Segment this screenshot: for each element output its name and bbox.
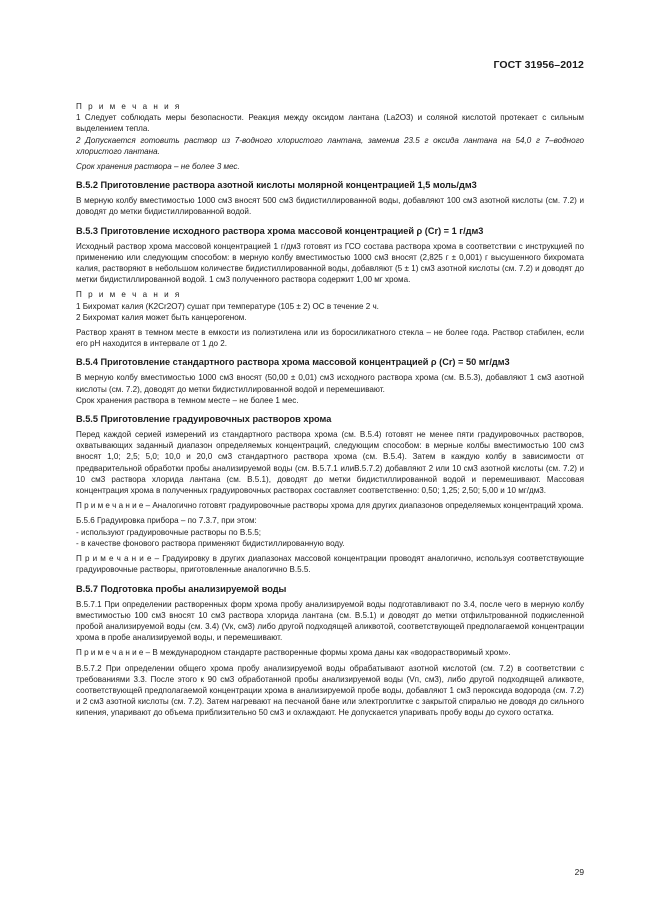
list-item: - в качестве фонового раствора применяют бидистиллированную воду. xyxy=(76,538,345,548)
notes-title: П р и м е ч а н и я xyxy=(76,102,182,111)
page-number: 29 xyxy=(574,867,584,877)
section-heading: В.5.3 Приготовление исходного раствора хрома массовой концентрацией ρ (Cr) = 1 г/дм3 xyxy=(76,225,484,236)
note-paragraph: 1 Бихромат калия (K2Cr2O7) сушат при температуре (105 ± 2) ОС в течение 2 ч. xyxy=(76,301,379,311)
body-paragraph: Б.5.6 Градуировка прибора – по 7.3.7, при этом: xyxy=(76,516,257,526)
body-paragraph: Раствор хранят в темном месте в емкости из полиэтилена или из боросиликатного стекла – не более года. Раствор стабилен, если его pH находится в интервале от 1 до 2. xyxy=(76,328,584,349)
body-paragraph: Исходный раствор хрома массовой концентрацией 1 г/дм3 готовят из ГСО состава раствора хрома в соответствии с инструкцией по применению или следующим способом: в мерную колбу вместимостью 1000 см3 вносят (2,825 г ± 0,001) г высушенного бихромата калия, растворяют в небольшом количестве бидистиллированной воды, добавляют (5 ± 1) см3 азотной кислоты (см. 7.2) и доводят до метки бидистиллированной водой. 1 см3 полученного раствора содержит 1,00 мг хрома. xyxy=(76,241,584,285)
note-paragraph: 1 Следует соблюдать меры безопасности. Реакция между оксидом лантана (La2O3) и соляной кислотой протекает с сильным выделением тепла. xyxy=(76,113,584,134)
section-heading: В.5.4 Приготовление стандартного раствора хрома массовой концентрацией ρ (Cr) = 50 мг/дм3 xyxy=(76,357,510,368)
body-paragraph: Срок хранения раствора в темном месте – не более 1 мес. xyxy=(76,395,299,405)
body-paragraph: В мерную колбу вместимостью 1000 см3 вносят (50,00 ± 0,01) см3 исходного раствора хрома (см. В.5.3), добавляют 1 см3 азотной кислоты (см. 7.2), доводят до метки бидистиллированной водой и перемешивают. xyxy=(76,373,584,394)
note-paragraph: П р и м е ч а н и е – Градуировку в других диапазонах массовой концентрации проводят аналогично, используя соответствующие градуировочные растворы, приготовленные аналогично В.5.5. xyxy=(76,554,584,575)
note-paragraph: 2 Бихромат калия может быть канцерогеном. xyxy=(76,312,247,322)
standard-header: ГОСТ 31956–2012 xyxy=(493,59,584,71)
notes-title: П р и м е ч а н и я xyxy=(76,290,182,300)
note-paragraph: П р и м е ч а н и е – В международном стандарте растворенные формы хрома даны как «водорастворимый хром». xyxy=(76,648,511,658)
body-paragraph: В мерную колбу вместимостью 1000 см3 вносят 500 см3 бидистиллированной воды, добавляют 100 см3 азотной кислоты (см. 7.2) и доводят до метки бидистиллированной водой. xyxy=(76,196,584,217)
storage-note: Срок хранения раствора – не более 3 мес. xyxy=(76,162,240,172)
section-heading: В.5.5 Приготовление градуировочных растворов хрома xyxy=(76,414,332,425)
section-heading: В.5.2 Приготовление раствора азотной кислоты молярной концентрацией 1,5 моль/дм3 xyxy=(76,180,477,191)
note-paragraph: П р и м е ч а н и е – Аналогично готовят градуировочные растворы хрома для других диапазонов определяемых концентраций хрома. xyxy=(76,501,584,511)
note-paragraph: 2 Допускается готовить раствор из 7-водного хлористого лантана, заменив 23.5 г оксида лантана на 54,0 г 7–водного хлористого лантана. xyxy=(76,135,584,156)
page-content xyxy=(76,101,584,719)
body-paragraph: В.5.7.1 При определении растворенных форм хрома пробу анализируемой воды подготавливают по 3.4, после чего в мерную колбу вместимостью 100 см3 вносят 10 см3 раствора хлорида лантана (см. В.5.1) и доводят до метки отфильтрованной подкисленной пробой анализируемой воды (см. 3.4) (Vк, см3) либо другой подходящей аликвотой, соответствующей предполагаемой концентрации хрома в пробе анализируемой воды, и перемешивают. xyxy=(76,599,584,643)
body-paragraph: Перед каждой серией измерений из стандартного раствора хрома (см. В.5.4) готовят не менее пяти градуировочных растворов, охватывающих заданный диапазон определяемых концентраций, следующим способом: в мерные колбы вместимостью 100 см3 вносят 1,0; 2,5; 5,0; 10,0 и 20,0 см3 стандартного раствора хрома (см. В.5.4). Затем в каждую колбу в зависимости от предварительной обработки пробы анализируемой воды (см. В.5.7.1 илиВ.5.7.2) добавляют 2 или 10 см3 азотной кислоты (см. 7.2) и 10 см3 раствора хлорида лантана (см. В.5.1), доводят до метки бидистиллированной водой и перемешивают. Массовая концентрация хрома в полученных градуировочных растворах составляет соответственно: 0,50; 1,25; 2,50; 5,00 и 10 мг/дм3. xyxy=(76,430,584,496)
section-heading: В.5.7 Подготовка пробы анализируемой воды xyxy=(76,583,287,594)
body-paragraph: В.5.7.2 При определении общего хрома пробу анализируемой воды обрабатывают азотной кислотой (см. 7.2) в соответствии с требованиями 3.3. После этого к 90 см3 обработанной пробы анализируемой воды (Vп, см3), либо другой подходящей аликвоте, соответствующей предполагаемой концентрации хрома в анализируемой пробе воды, добавляют 1 см3 пероксида водорода (см. 7.2) и 2 см3 азотной кислоты (см. 7.2). Затем нагревают на песчаной бане или электроплитке с закрытой спиралью не доводя до сильного кипения, упаривают до объема приблизительно 50 см3 и охлаждают. Не допускается упаривать пробу воды до сухого остатка. xyxy=(76,663,584,718)
list-item: - используют градуировочные растворы по В.5.5; xyxy=(76,527,262,537)
